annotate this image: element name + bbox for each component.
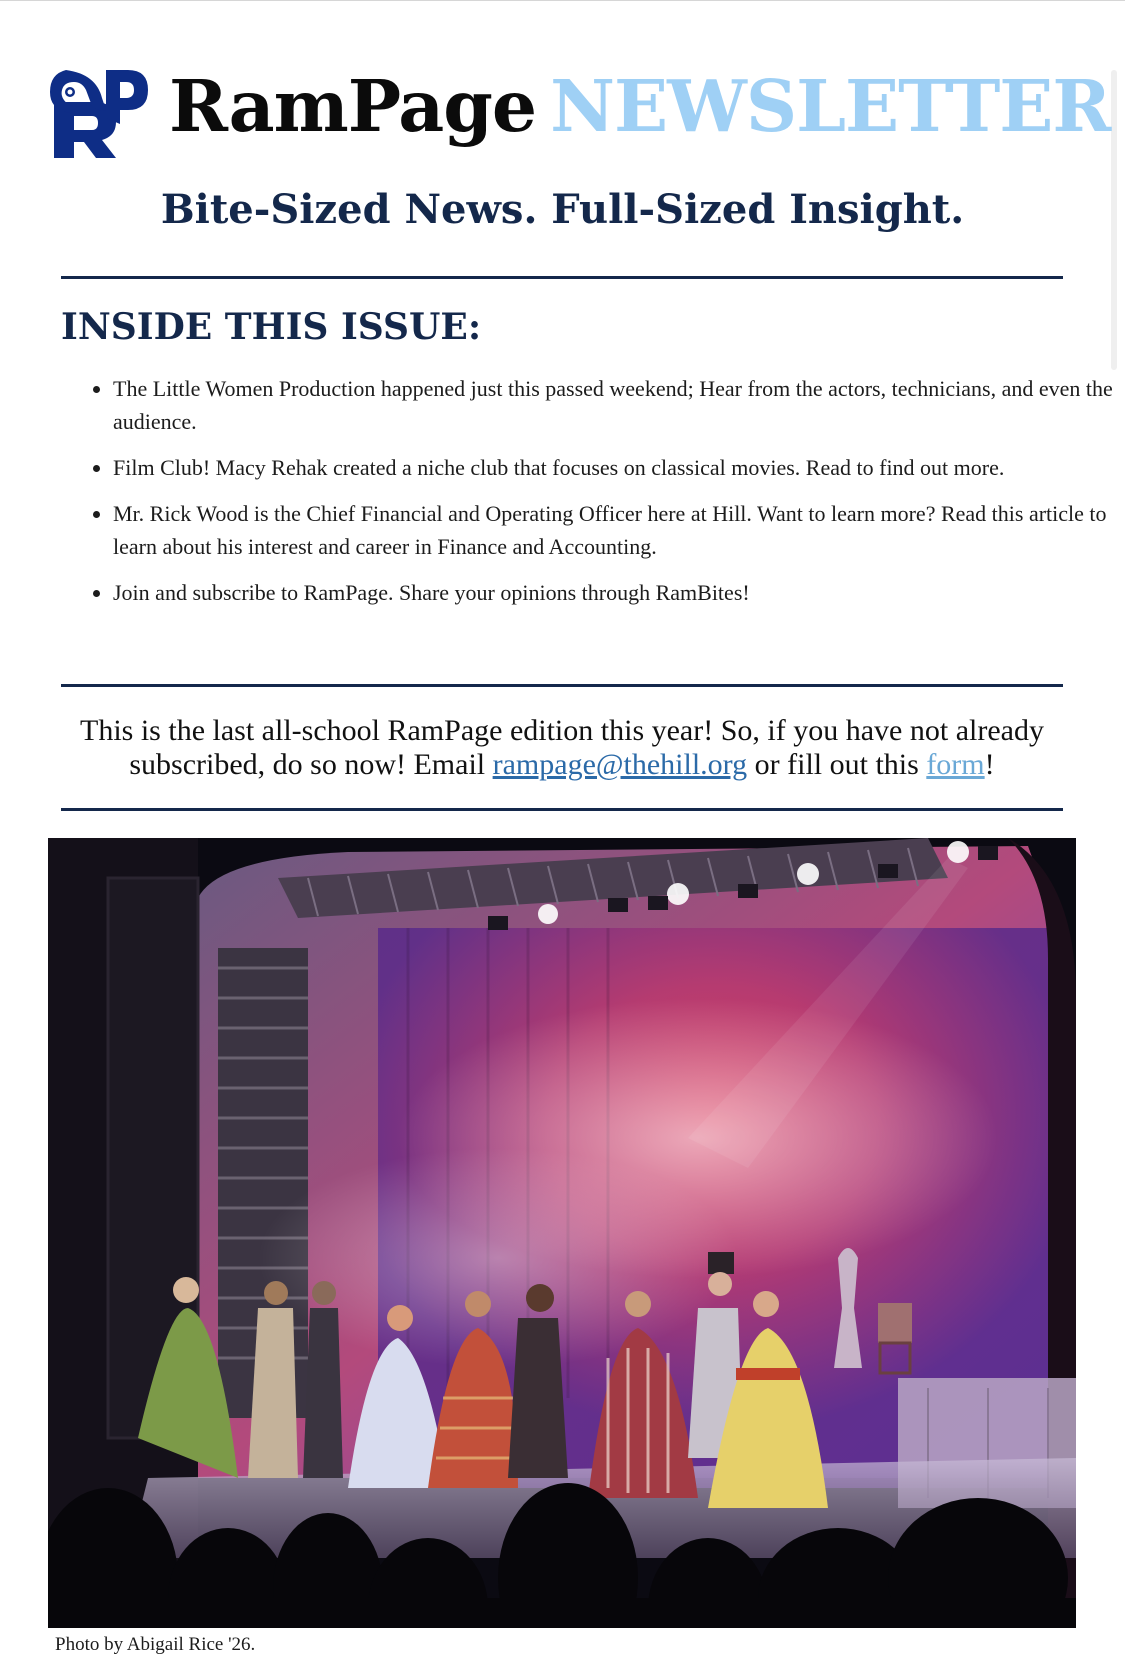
divider [61,276,1063,279]
tagline: Bite-Sized News. Full-Sized Insight. [160,186,965,233]
email-link[interactable]: rampage@thehill.org [492,748,748,781]
newsletter-title [169,56,1110,156]
ram-logo-icon [46,62,150,158]
form-link[interactable]: form [926,748,985,781]
announcement-text: ! [984,748,995,781]
list-item: • Film Club! Macy Rehak created a niche club that focuses on classical movies. Read to find out more. [113,451,1123,484]
list-item: • The Little Women Production happened just this passed weekend; Hear from the actors, technicians, and even the audience. [113,372,1123,438]
top-border [0,0,1125,1]
stage-photo-image [48,838,1076,1628]
announcement-text: or fill out this [747,748,927,781]
brand-subtitle: NEWSLETTER [550,64,1111,148]
brand-name: RamPage [169,64,537,148]
list-item: • Mr. Rick Wood is the Chief Financial and Operating Officer here at Hill. Want to learn more? Read this article to learn about his interest and career in Finance and Accounting. [113,497,1123,563]
subscribe-announcement [52,714,1072,782]
divider [61,808,1063,811]
stage-photo [48,838,1076,1628]
inside-issue-title: INSIDE THIS ISSUE: [61,306,482,348]
divider [61,684,1063,687]
list-item: • Join and subscribe to RamPage. Share your opinions through RamBites! [113,576,1123,609]
announcement-text: This is the last all-school RamPage edition this year! So, if you have not already subscribed, do so now! Email [80,714,1044,781]
newsletter-header [46,62,1111,162]
photo-caption: Photo by Abigail Rice '26. [55,1634,256,1655]
issue-list [61,372,1123,622]
